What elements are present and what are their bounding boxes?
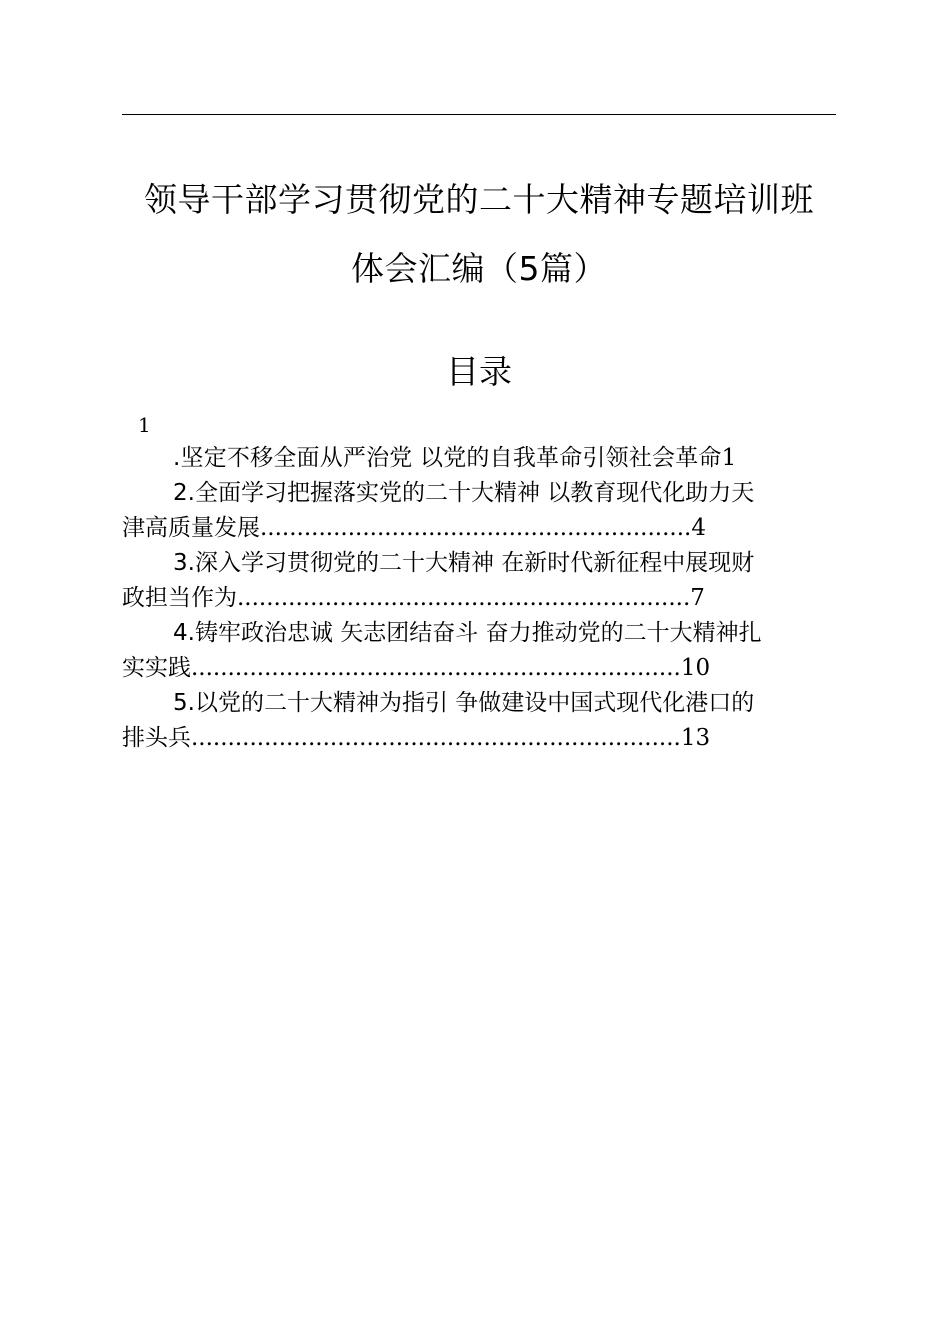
toc-entry-1-page: 1 <box>721 445 737 471</box>
toc-entry-3-text: 3.深入学习贯彻党的二十大精神 在新时代新征程中展现财 <box>173 550 755 576</box>
toc-entry-1-text: .坚定不移全面从严治党 以党的自我革命引领社会革命 <box>173 445 722 471</box>
stray-page-number: 1 <box>138 413 151 437</box>
toc-entry-3-page: 7 <box>690 585 705 611</box>
toc-entry-4-text-cont: 实实践 <box>122 655 191 681</box>
document-title-line-1: 领导干部学习贯彻党的二十大精神专题培训班 <box>144 180 814 219</box>
toc-entry-5-page: 13 <box>680 725 711 751</box>
toc-entry-4-text: 4.铸牢政治忠诚 矢志团结奋斗 奋力推动党的二十大精神扎 <box>173 620 762 646</box>
toc-entry-1[interactable] <box>122 441 836 476</box>
toc-entry-5-leader: ................................................................... <box>191 725 681 751</box>
toc-entry-2-text-cont: 津高质量发展 <box>122 515 260 541</box>
toc-entry-2-text: 2.全面学习把握落实党的二十大精神 以教育现代化助力天 <box>173 480 755 506</box>
toc-entry-4-line-1[interactable] <box>122 616 836 651</box>
toc-entry-2-line-1[interactable] <box>122 476 836 511</box>
toc-entry-5-text: 5.以党的二十大精神为指引 争做建设中国式现代化港口的 <box>173 690 755 716</box>
toc-entry-5-line-2[interactable] <box>122 721 836 756</box>
toc-entry-4-page: 10 <box>680 655 711 681</box>
toc-entry-5-line-1[interactable] <box>122 686 836 721</box>
toc-entry-2-page: 4 <box>691 515 706 541</box>
toc-entry-4-line-2[interactable] <box>122 651 836 686</box>
toc-entry-3-text-cont: 政担当作为 <box>122 585 237 611</box>
toc-entry-2-line-2[interactable] <box>122 511 836 546</box>
toc-heading: 目录 <box>446 352 512 391</box>
toc-entry-5-text-cont: 排头兵 <box>122 725 191 751</box>
header-rule <box>122 114 836 115</box>
table-of-contents <box>122 441 836 756</box>
toc-entry-2-leader: ........................................................... <box>260 515 692 541</box>
toc-entry-3-leader: .............................................................. <box>237 585 691 611</box>
toc-entry-3-line-1[interactable] <box>122 546 836 581</box>
toc-entry-4-leader: ................................................................... <box>191 655 681 681</box>
document-title-line-2: 体会汇编（5篇） <box>351 249 607 288</box>
toc-entry-3-line-2[interactable] <box>122 581 836 616</box>
